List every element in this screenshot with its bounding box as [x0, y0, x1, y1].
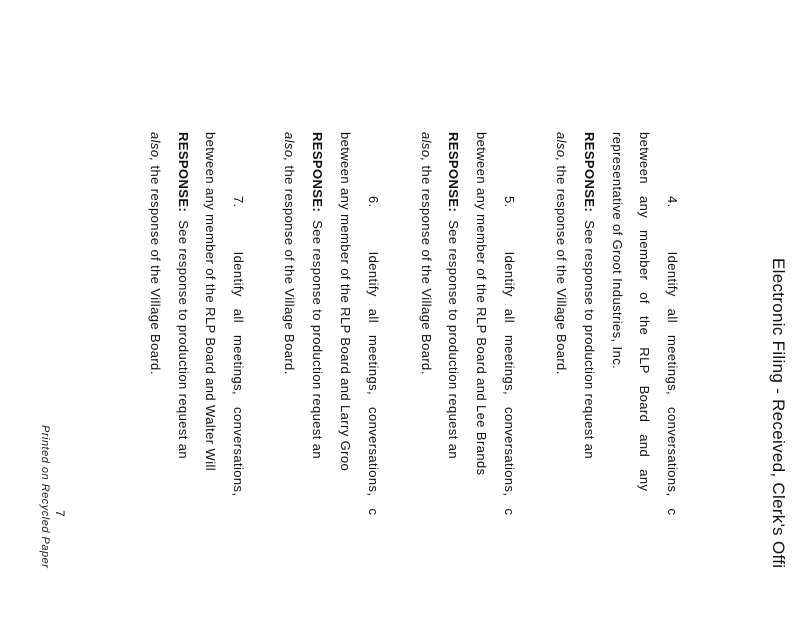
- item-4-line-1: [665, 0, 702, 618]
- item-6-line-2: [338, 0, 375, 618]
- item-5-number: 5.: [502, 196, 517, 208]
- item-7-number: 7.: [231, 196, 246, 208]
- item-5-line-1: [502, 0, 539, 618]
- item-6-question-line-1: Identify all meetings, conversations, c: [366, 251, 381, 516]
- item-6-also-rest: the response of the Village Board.: [282, 165, 297, 375]
- item-7-line-1: [231, 0, 268, 618]
- item-4-also-line: [554, 0, 591, 618]
- item-5-also-rest: the response of the Village Board.: [419, 165, 434, 375]
- item-7-response-label: RESPONSE:: [176, 132, 191, 213]
- item-5-response-text: See response to production request an: [446, 220, 461, 460]
- item-4-question-line-3: representative of Groot Industries, Inc.: [610, 132, 625, 370]
- item-7-also-word: also,: [148, 132, 163, 162]
- item-6-question-line-2: between any member of the RLP Board and Larry Groo: [338, 132, 353, 472]
- filing-stamp: Electronic Filing - Received, Clerk's Offi: [769, 258, 788, 569]
- item-6-line-1: [366, 0, 403, 618]
- item-7-question-line-2: between any member of the RLP Board and Walter Will: [203, 132, 218, 472]
- recycled-paper-note: Printed on Recycled Paper: [39, 425, 51, 569]
- item-5-question-line-2: between any member of the RLP Board and Lee Brands: [474, 132, 489, 476]
- item-5-response-line: [446, 0, 483, 618]
- item-5-line-2: [474, 0, 511, 618]
- item-7-question-line-1: Identify all meetings, conversations,: [231, 251, 246, 497]
- item-4-question-line-1: Identify all meetings, conversations, c: [665, 251, 680, 516]
- item-4-also-rest: the response of the Village Board.: [554, 165, 569, 375]
- item-6-number: 6.: [366, 196, 381, 208]
- item-6-also-line: [282, 0, 319, 618]
- filing-stamp-line: [769, 0, 800, 618]
- page-number: 7: [53, 510, 67, 517]
- footer-note-line: [39, 0, 75, 618]
- item-4-question-line-2: between any member of the RLP Board and any: [637, 132, 652, 492]
- item-5-also-word: also,: [419, 132, 434, 162]
- item-7-also-rest: the response of the Village Board.: [148, 165, 163, 375]
- item-5-question-line-1: Identify all meetings, conversations, c: [502, 251, 517, 516]
- item-6-response-label: RESPONSE:: [310, 132, 325, 213]
- item-4-response-line: [582, 0, 619, 618]
- item-7-also-line: [148, 0, 185, 618]
- item-6-response-line: [310, 0, 347, 618]
- item-4-also-word: also,: [554, 132, 569, 162]
- item-4-line-2: [637, 0, 674, 618]
- item-5-also-line: [419, 0, 456, 618]
- item-7-response-text: See response to production request an: [176, 220, 191, 460]
- item-7-response-line: [176, 0, 213, 618]
- item-4-line-3: [610, 0, 647, 618]
- item-4-response-text: See response to production request an: [582, 220, 597, 460]
- item-4-response-label: RESPONSE:: [582, 132, 597, 213]
- item-5-response-label: RESPONSE:: [446, 132, 461, 213]
- item-6-also-word: also,: [282, 132, 297, 162]
- item-4-number: 4.: [665, 196, 680, 208]
- item-7-line-2: [203, 0, 240, 618]
- item-6-response-text: See response to production request an: [310, 220, 325, 460]
